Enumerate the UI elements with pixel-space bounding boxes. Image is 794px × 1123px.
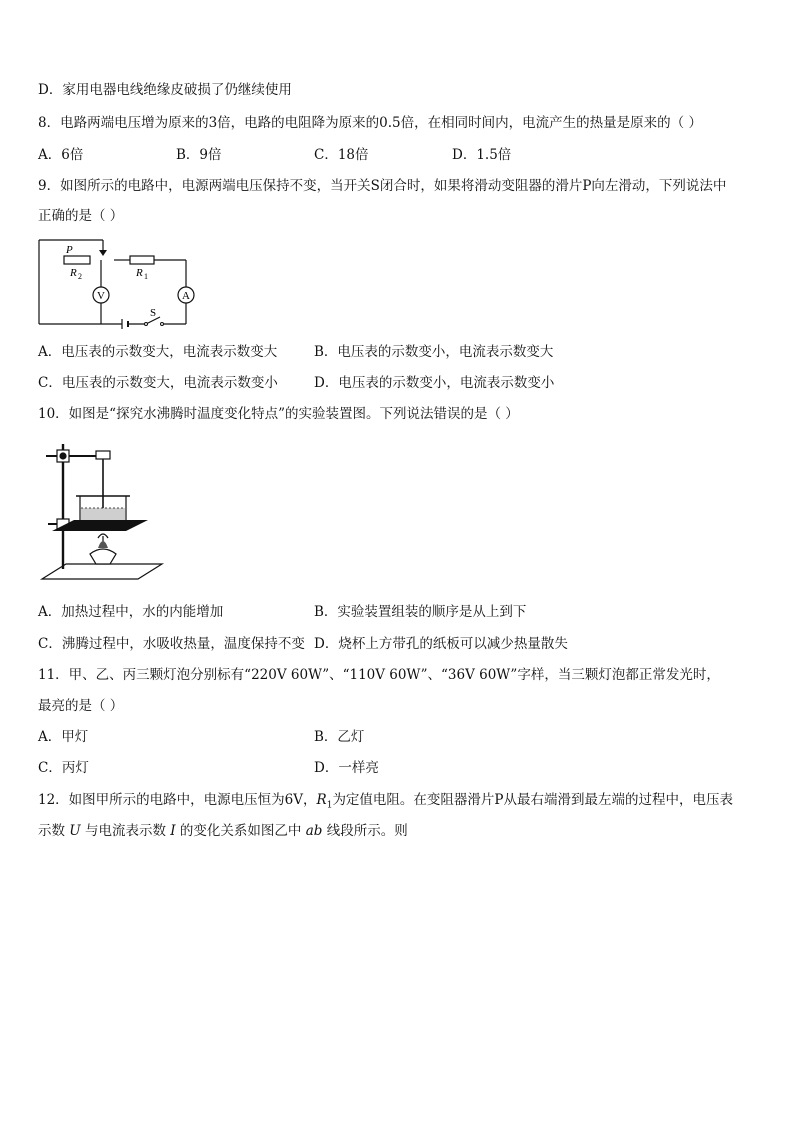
q9-stem-line2: 正确的是（ ） bbox=[38, 208, 124, 224]
label-p: P bbox=[66, 244, 73, 256]
q10-option-d: D．烧杯上方带孔的纸板可以减少热量散失 bbox=[314, 636, 568, 652]
q11-option-a: A．甲灯 bbox=[38, 729, 89, 745]
q12-ab-symbol: ab bbox=[305, 823, 323, 839]
slider-arrow-icon bbox=[99, 250, 107, 256]
q12-stem-line1 bbox=[38, 790, 733, 816]
q11-stem-line1: 11．甲、乙、丙三颗灯泡分别标有“220V 60W”、“110V 60W”、“36V 60W”字样，当三颗灯泡都正常发光时， bbox=[38, 667, 720, 683]
q12-stem-line2-post: 线段所示。则 bbox=[322, 823, 408, 839]
q9-option-b: B．电压表的示数变小，电流表示数变大 bbox=[314, 344, 554, 360]
q8-option-a: A．6倍 bbox=[38, 147, 84, 163]
q10-option-c: C．沸腾过程中，水吸收热量，温度保持不变 bbox=[38, 636, 305, 652]
resistor-r2 bbox=[64, 256, 90, 264]
q12-stem-line2-pre: 示数 bbox=[38, 823, 70, 839]
q12-stem-line2-mid2: 的变化关系如图乙中 bbox=[175, 823, 306, 839]
q10-stem: 10．如图是“探究水沸腾时温度变化特点”的实验装置图。下列说法错误的是（ ） bbox=[38, 406, 519, 422]
flame-icon bbox=[98, 541, 108, 548]
resistor-r1 bbox=[130, 256, 154, 264]
q11-stem-line2: 最亮的是（ ） bbox=[38, 698, 124, 714]
q12-r1-symbol: R bbox=[316, 792, 327, 808]
switch-contact-left bbox=[145, 323, 148, 326]
label-s: S bbox=[150, 307, 157, 319]
q12-u-symbol: U bbox=[69, 823, 81, 839]
q8-option-c: C．18倍 bbox=[314, 147, 369, 163]
q12-stem-line1-post: 为定值电阻。在变阻器滑片P从最右端滑到最左端的过程中，电压表 bbox=[332, 792, 734, 808]
label-r2-sub: 2 bbox=[78, 272, 82, 281]
label-r2: R bbox=[70, 267, 77, 279]
q7-option-d: D．家用电器电线绝缘皮破损了仍继续使用 bbox=[38, 82, 292, 98]
q10-option-b: B．实验装置组装的顺序是从上到下 bbox=[314, 604, 527, 620]
q11-option-c: C．丙灯 bbox=[38, 760, 89, 776]
q12-r1-subscript: 1 bbox=[326, 800, 333, 811]
voltmeter-label: V bbox=[97, 290, 105, 302]
q8-stem: 8．电路两端电压增为原来的3倍，电路的电阻降为原来的0.5倍，在相同时间内，电流产生的热量是原来的（ ） bbox=[38, 115, 702, 131]
ammeter-label: A bbox=[182, 290, 190, 302]
q10-apparatus-diagram bbox=[38, 436, 168, 586]
q12-i-symbol: I bbox=[170, 823, 176, 839]
q10-option-a: A．加热过程中，水的内能增加 bbox=[38, 604, 224, 620]
label-r1: R bbox=[136, 267, 143, 279]
q12-stem-line2 bbox=[38, 821, 408, 841]
q8-option-d: D．1.5倍 bbox=[452, 147, 512, 163]
label-r1-sub: 1 bbox=[144, 272, 148, 281]
q9-option-a: A．电压表的示数变大，电流表示数变大 bbox=[38, 344, 278, 360]
q8-option-b: B．9倍 bbox=[176, 147, 222, 163]
q12-stem-line2-mid: 与电流表示数 bbox=[80, 823, 171, 839]
q9-stem-line1: 9．如图所示的电路中，电源两端电压保持不变，当开关S闭合时，如果将滑动变阻器的滑片P向左滑动，下列说法中 bbox=[38, 178, 727, 194]
q12-stem-line1-pre: 12．如图甲所示的电路中，电源电压恒为6V， bbox=[38, 792, 317, 808]
q9-circuit-diagram bbox=[36, 236, 206, 330]
q9-option-c: C．电压表的示数变大，电流表示数变小 bbox=[38, 375, 278, 391]
q9-option-d: D．电压表的示数变小，电流表示数变小 bbox=[314, 375, 555, 391]
q11-option-b: B．乙灯 bbox=[314, 729, 365, 745]
q11-option-d: D．一样亮 bbox=[314, 760, 379, 776]
switch-contact-right bbox=[161, 323, 164, 326]
